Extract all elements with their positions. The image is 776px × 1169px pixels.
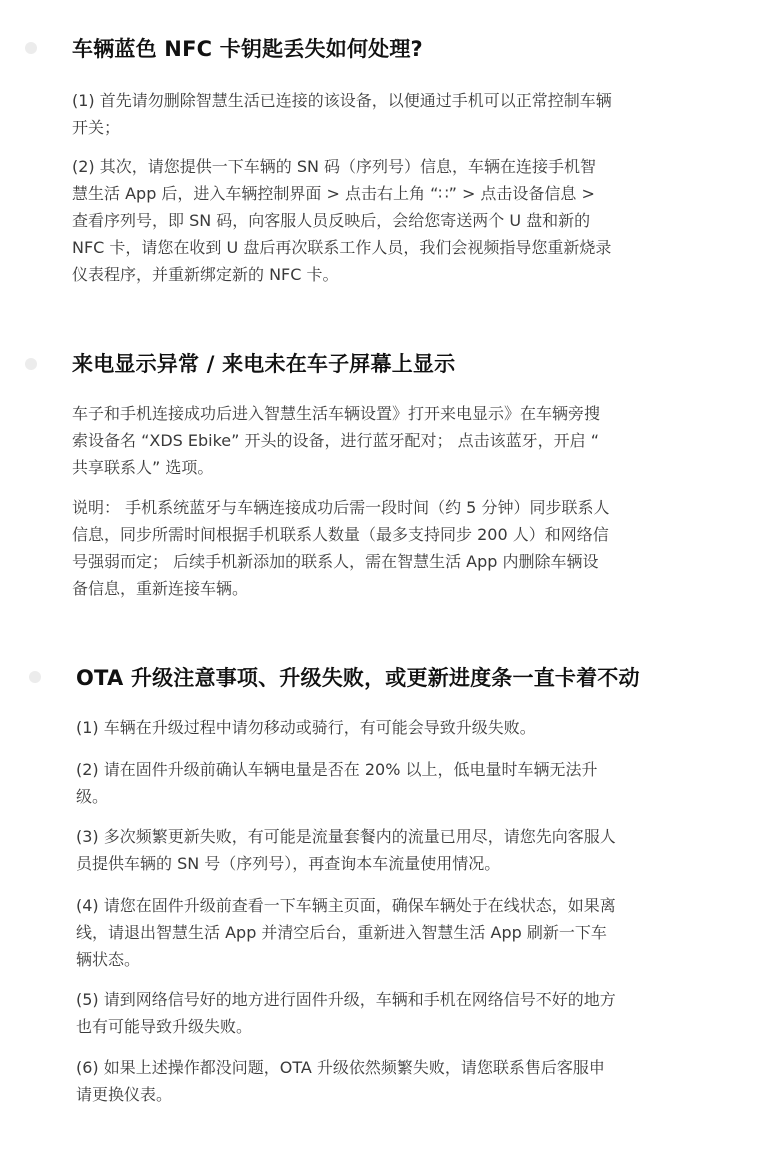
section-title: 车辆蓝色 NFC 卡钥匙丢失如何处理? xyxy=(72,37,423,61)
bullet-dot-icon xyxy=(29,671,41,683)
section-paragraph: (4) 请您在固件升级前查看一下车辆主页面，确保车辆处于在线状态，如果离线，请退出智慧生活 App 并清空后台，重新进入智慧生活 App 刷新一下车辆状态。 xyxy=(76,896,616,969)
section-paragraph: (2) 请在固件升级前确认车辆电量是否在 20% 以上，低电量时车辆无法升级。 xyxy=(76,760,598,806)
bullet-dot-icon xyxy=(25,42,37,54)
section-paragraph: (1) 首先请勿删除智慧生活已连接的该设备，以便通过手机可以正常控制车辆开关； xyxy=(72,91,612,137)
section-title: 来电显示异常 / 来电未在车子屏幕上显示 xyxy=(72,352,456,376)
section-paragraph: (2) 其次，请您提供一下车辆的 SN 码（序列号）信息，车辆在连接手机智慧生活 App 后，进入车辆控制界面 > 点击右上角 “∷” > 点击设备信息 > 查看序列号，即 SN 码，向客服人员反映后，会给您寄送两个 U 盘和新的 NFC 卡，请您在收到 U 盘后再次联系工作人员，我们会视频指导您重新烧录仪表程序，并重新绑定新的 NFC 卡。 xyxy=(72,157,612,284)
bullet-dot-icon xyxy=(25,358,37,370)
section-paragraph: 车子和手机连接成功后进入智慧生活车辆设置》打开来电显示》在车辆旁搜索设备名 “XDS Ebike” 开头的设备，进行蓝牙配对； 点击该蓝牙，开启 “ 共享联系人” 选项。 xyxy=(72,404,601,477)
section-paragraph: (5) 请到网络信号好的地方进行固件升级，车辆和手机在网络信号不好的地方也有可能导致升级失败。 xyxy=(76,990,616,1036)
section-title: OTA 升级注意事项、升级失败，或更新进度条一直卡着不动 xyxy=(76,666,640,690)
section-paragraph: 说明： 手机系统蓝牙与车辆连接成功后需一段时间（约 5 分钟）同步联系人信息，同步所需时间根据手机联系人数量（最多支持同步 200 人）和网络信号强弱而定； 后续手机新添加的联系人，需在智慧生活 App 内删除车辆设备信息，重新连接车辆。 xyxy=(72,498,610,598)
section-paragraph: (6) 如果上述操作都没问题，OTA 升级依然频繁失败，请您联系售后客服申请更换仪表。 xyxy=(76,1058,605,1104)
section-paragraph: (1) 车辆在升级过程中请勿移动或骑行，有可能会导致升级失败。 xyxy=(76,718,536,737)
section-paragraph: (3) 多次频繁更新失败，有可能是流量套餐内的流量已用尽，请您先向客服人员提供车辆的 SN 号（序列号），再查询本车流量使用情况。 xyxy=(76,827,616,873)
